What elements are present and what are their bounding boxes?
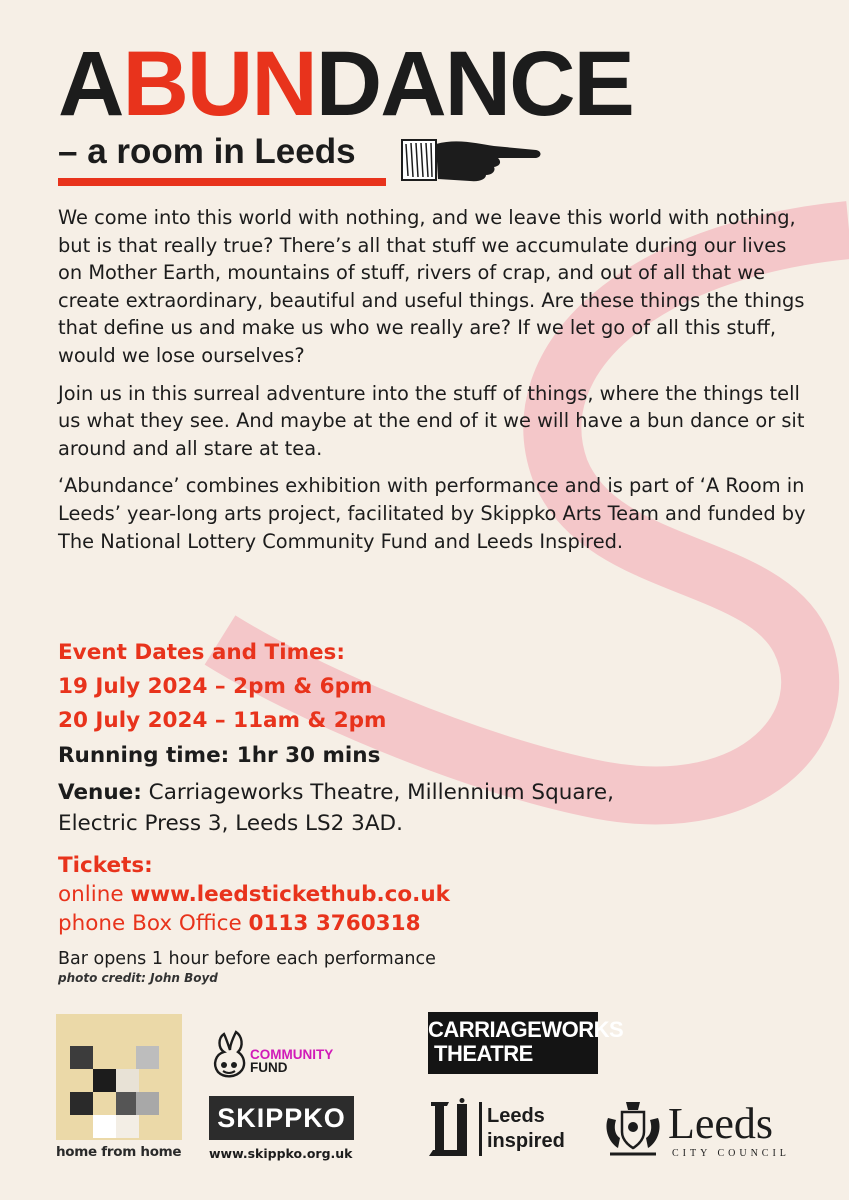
skippko-logo: SKIPPKO [209, 1096, 354, 1140]
carriageworks-logo [428, 1012, 624, 1074]
intro-text [58, 204, 808, 565]
title-part-bun: BUN [122, 33, 316, 135]
event-title [58, 33, 633, 135]
tickets-phone-label: phone Box Office [58, 911, 249, 936]
community-fund-line-1: COMMUNITY [250, 1047, 334, 1062]
home-from-home-logo [56, 1014, 182, 1140]
carriageworks-line-2: THEATRE [434, 1041, 533, 1066]
community-fund-line-2: FUND [250, 1060, 288, 1075]
event-dates-heading: Event Dates and Times: [58, 640, 345, 665]
photo-credit: photo credit: John Boyd [58, 971, 218, 985]
running-time: Running time: 1hr 30 mins [58, 743, 381, 768]
intro-paragraph-1: We come into this world with nothing, and we leave this world with nothing, but is that really true? There’s all that stuff we accumulate during our lives on Mother Earth, mountains of stuff, rivers of crap, and out of all that we create extraordinary, beautiful and useful things. Are these things the things that define us and make us who we really are? If we let go of all this stuff, would we lose ourselves? [58, 206, 805, 367]
tickets-section [58, 851, 818, 938]
leeds-inspired-line-2: inspired [487, 1130, 565, 1152]
tickets-heading: Tickets: [58, 853, 153, 878]
box-office-phone[interactable]: 0113 3760318 [248, 911, 421, 936]
carriageworks-line-1: CARRIAGEWORKS [428, 1017, 624, 1042]
venue-label: Venue: [58, 780, 142, 805]
event-details [58, 636, 818, 985]
leeds-city-council-logo [602, 1098, 802, 1162]
leeds-coat-of-arms-icon [602, 1098, 664, 1160]
venue-line-2: Electric Press 3, Leeds LS2 3AD. [58, 811, 403, 836]
community-fund-logo [210, 1028, 360, 1080]
event-subtitle: – a room in Leeds [58, 132, 356, 171]
skippko-url[interactable]: www.skippko.org.uk [209, 1146, 353, 1161]
title-part-a: A [58, 33, 123, 135]
home-from-home-caption: home from home [56, 1144, 182, 1160]
venue-line-1: Carriageworks Theatre, Millennium Square, [141, 780, 614, 805]
venue [58, 777, 818, 839]
intro-paragraph-3: ‘Abundance’ combines exhibition with performance and is part of ‘A Room in Leeds’ year-long arts project, facilitated by Skippko Arts Team and funded by The National Lottery Community Fund and Leeds Inspired. [58, 474, 806, 553]
intro-paragraph-2: Join us in this surreal adventure into the stuff of things, where the things tell us what they see. And maybe at the end of it we will have a bun dance or sit around and all stare at tea. [58, 381, 805, 460]
leeds-council-word: Leeds [668, 1099, 774, 1148]
leeds-council-sub: CITY COUNCIL [672, 1148, 790, 1159]
leeds-inspired-li-icon [427, 1098, 483, 1160]
leeds-inspired-logo [427, 1098, 589, 1160]
bar-note: Bar opens 1 hour before each performance [58, 949, 436, 969]
ticket-website-link[interactable]: www.leedstickethub.co.uk [130, 882, 450, 907]
title-part-dance: DANCE [315, 33, 633, 135]
pointing-hand-icon [398, 130, 543, 188]
lottery-crossed-fingers-icon [210, 1028, 250, 1080]
tickets-phone [58, 909, 818, 938]
subtitle-underline [58, 178, 386, 186]
tickets-online-label: online [58, 882, 131, 907]
tickets-online [58, 880, 818, 909]
event-date-2: 20 July 2024 – 11am & 2pm [58, 708, 387, 733]
leeds-inspired-line-1: Leeds [487, 1105, 545, 1127]
event-date-1: 19 July 2024 – 2pm & 6pm [58, 674, 373, 699]
